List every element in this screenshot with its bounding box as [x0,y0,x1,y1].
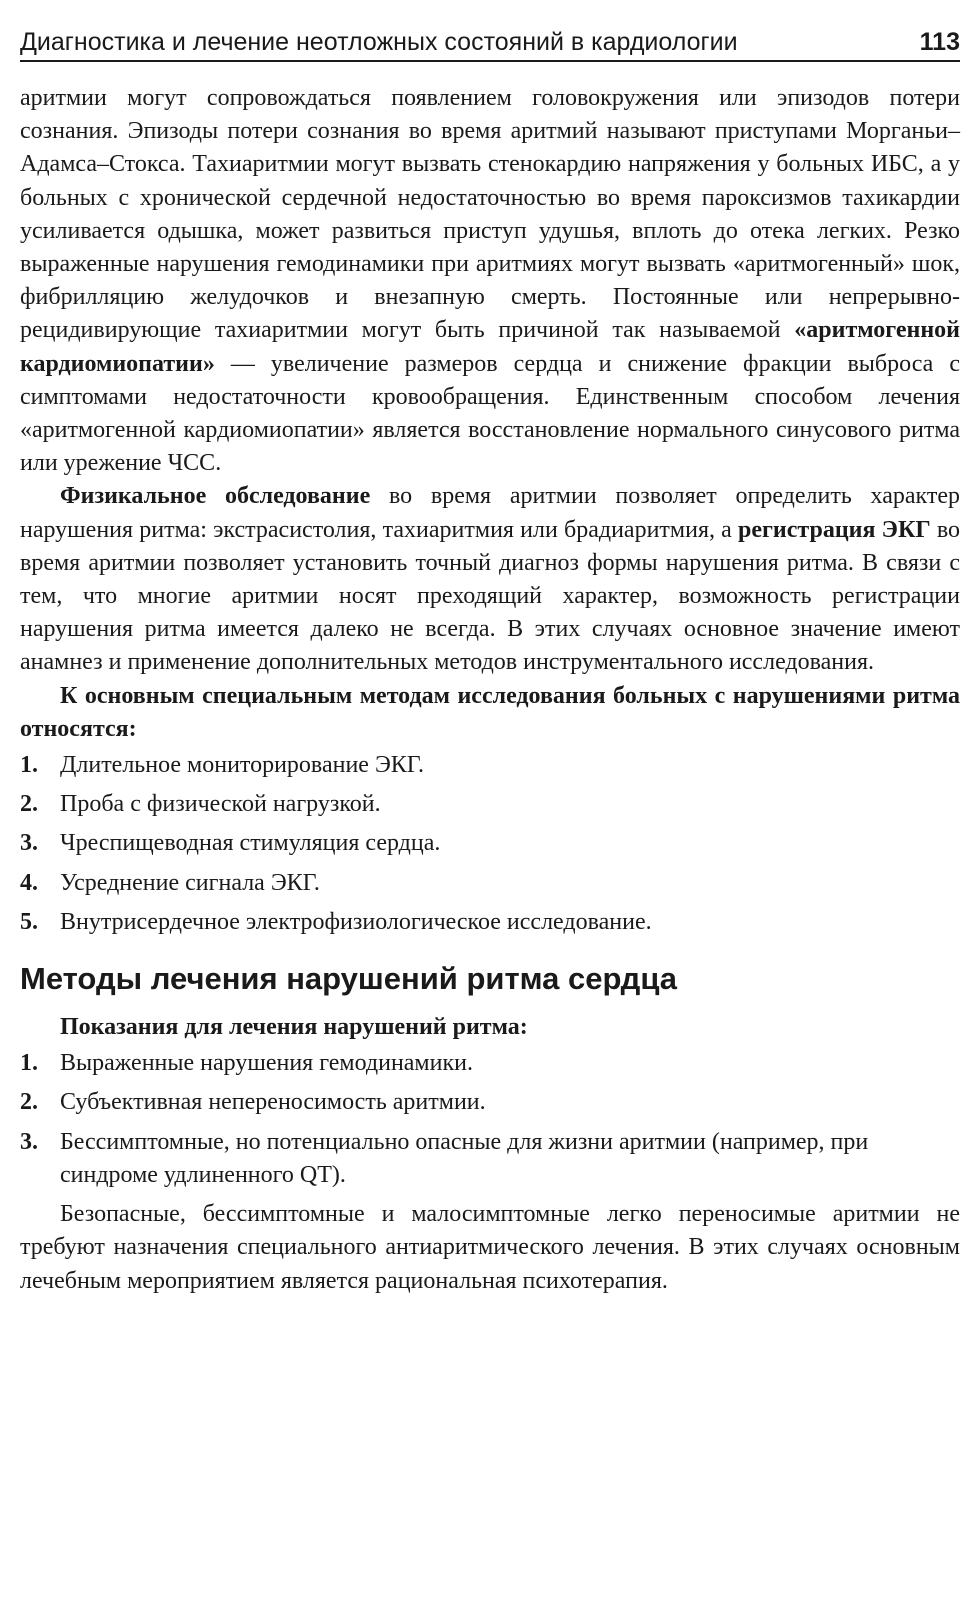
list-text: Длительное мониторирование ЭКГ. [60,752,424,779]
running-head: Диагностика и лечение неотложных состояний в кардиологии [20,28,738,56]
list-number: 5. [20,908,38,935]
list-item [20,1086,960,1119]
bold-term: Физикальное обследование [60,483,371,510]
list-item [20,827,960,860]
page-number: 113 [919,28,960,56]
list-number: 2. [20,1089,38,1116]
paragraph-text: аритмии могут сопровождаться появлением головокружения или эпизодов потери сознания. Эпизоды потери сознания во время аритмий называют приступами Морганьи–Адамса–Стокса. Тахиаритмии могут вызвать стенокардию напряжения у больных ИБС, а у больных с хронической сердечной недостаточностью во время пароксизмов тахикардии усиливается одышка, может развиться приступ удушья, вплоть до отека легких. Резко выраженные нарушения гемодинамики при аритмиях могут вызвать «аритмогенный» шок, фибрилляцию желудочков и внезапную смерть. Постоянные или непрерывно-рецидивирующие тахиаритмии могут быть причиной так называемой [20,85,960,344]
bold-term: регистрация ЭКГ [738,516,931,543]
methods-list [20,749,960,939]
list-text: Выраженные нарушения гемодинамики. [60,1050,473,1077]
bold-term: «аритмогенной кардиомиопатии» [20,317,960,377]
list-item [20,1047,960,1080]
list-text: Проба с физической нагрузкой. [60,791,381,818]
indications-heading: Показания для лечения нарушений ритма: [60,1014,528,1041]
list-text: Усреднение сигнала ЭКГ. [60,869,320,896]
indications-list [20,1047,960,1192]
list-number: 1. [20,752,38,779]
list-number: 3. [20,1128,38,1155]
paragraph-text: во время аритмии позволяет установить точный диагноз формы нарушения ритма. В связи с тем, что многие аритмии носят преходящий характер, возможность регистрации нарушения ритма имеется далеко не всегда. В этих случаях основное значение имеют анамнез и применение дополнительных методов инструментального исследования. [20,516,961,676]
paragraph-text: — увеличение размеров сердца и снижение фракции выброса с симптомами недостаточности кровообращения. Единственным способом лечения «аритмогенной кардиомиопатии» является восстановление нормального синусового ритма или урежение ЧСС. [20,350,960,477]
book-page [20,22,960,1298]
list-text: Бессимптомные, но потенциально опасные для жизни аритмии (например, при синдроме удлиненного QT). [60,1128,869,1188]
list-item [20,749,960,782]
list-item [20,867,960,900]
page-body [20,82,960,1298]
paragraph-symptoms [20,82,960,480]
page-header [20,22,960,62]
list-item [20,906,960,939]
list-number: 1. [20,1050,38,1077]
list-item [20,1126,960,1192]
list-text: Внутрисердечное электрофизиологическое исследование. [60,908,652,935]
paragraph-conclusion: Безопасные, бессимптомные и малосимптомные легко переносимые аритмии не требуют назначения специального антиаритмического лечения. В этих случаях основным лечебным мероприятием является рациональная психотерапия. [20,1201,960,1294]
paragraph-examination [20,480,960,679]
methods-heading: К основным специальным методам исследования больных с нарушениями ритма относятся: [20,682,960,742]
paragraph-text: во время аритмии позволяет определить характер нарушения ритма: экстрасистолия, тахиаритмия или брадиаритмия, а [20,483,960,543]
list-text: Чреспищеводная стимуляция сердца. [60,830,441,857]
list-item [20,788,960,821]
list-number: 4. [20,869,38,896]
list-number: 3. [20,830,38,857]
list-text: Субъективная непереносимость аритмии. [60,1089,486,1116]
list-number: 2. [20,791,38,818]
section-title: Методы лечения нарушений ритма сердца [20,961,678,997]
